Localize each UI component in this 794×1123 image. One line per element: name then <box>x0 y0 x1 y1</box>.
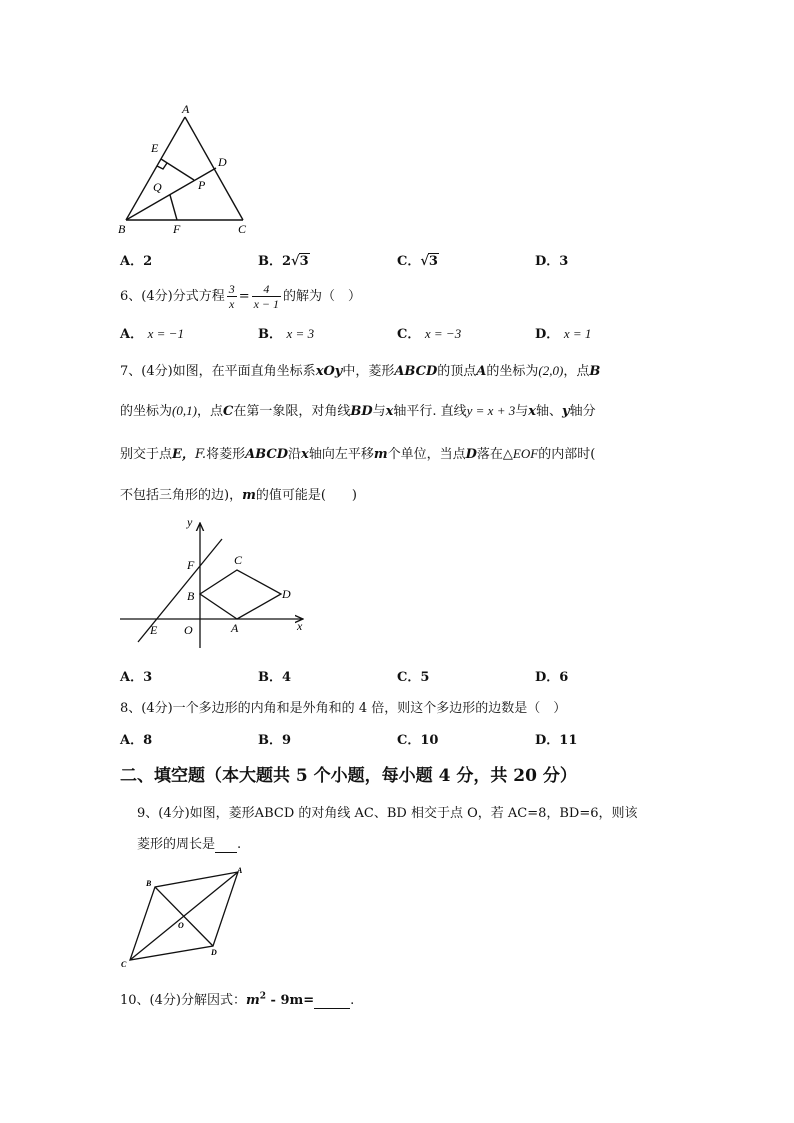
label-a: A <box>231 621 239 635</box>
q7-stem-line4: 不包括三角形的边)，m的值可能是( ) <box>120 488 357 503</box>
q8-option-a[interactable]: A．8 <box>120 733 153 748</box>
q10-stem: 10、(4分)分解因式：$m^2 - 9m=$ . <box>120 991 355 1008</box>
q7-option-a[interactable]: A．3 <box>120 670 153 685</box>
q5-option-d[interactable]: D．3 <box>535 254 569 269</box>
axis-label-x: x <box>297 619 303 633</box>
q9-answer-blank[interactable] <box>215 837 237 853</box>
label-d: D <box>218 155 227 169</box>
q8-option-c[interactable]: C．10 <box>397 733 439 748</box>
q8-option-b[interactable]: B．9 <box>258 733 292 748</box>
triangle-figure <box>112 100 262 240</box>
axis-label-y: y <box>187 515 193 529</box>
label-a: A <box>237 866 243 875</box>
q7-stem-line3: 别交于点E，F.将菱形ABCD沿x轴向左平移m个单位，当点D落在△EOF的内部时( <box>120 446 596 462</box>
label-e: E <box>151 141 159 155</box>
q6-fraction-2: $\frac{4}{x - 1}$ <box>253 282 280 311</box>
segment-ep <box>161 159 194 180</box>
label-p: P <box>198 178 206 192</box>
q9-stem-line2: 菱形的周长是 . <box>137 837 242 852</box>
segment-bd <box>126 168 216 220</box>
q6-option-b[interactable]: B． x = 3 <box>258 326 315 342</box>
q6-fraction-1: $\frac{3}{x}$ <box>228 282 235 311</box>
q6-stem: 6、(4分)分式方程 $\frac{3}{x}$ = $\frac{4}{x - 1}$ 的解为（ ） <box>120 282 362 311</box>
label-a: A <box>182 102 190 116</box>
q7-option-c[interactable]: C．5 <box>397 670 430 685</box>
q6-option-c[interactable]: C． x = −3 <box>397 326 462 342</box>
label-d: D <box>282 587 291 601</box>
label-c: C <box>234 553 243 567</box>
label-o: O <box>184 623 193 637</box>
q5-option-b[interactable]: B．2√3 <box>258 254 309 269</box>
q8-stem: 8、(4分)一个多边形的内角和是外角和的 4 倍，则这个多边形的边数是（ ） <box>120 701 567 716</box>
label-c: C <box>121 960 127 969</box>
label-b: B <box>146 879 152 888</box>
diagonal-bd <box>155 887 213 946</box>
label-c: C <box>238 222 247 236</box>
label-f: F <box>187 558 195 572</box>
q5-option-a[interactable]: A．2 <box>120 254 153 269</box>
q5-option-c[interactable]: C．√3 <box>397 254 438 269</box>
segment-qf <box>170 195 177 220</box>
label-b: B <box>187 589 195 603</box>
q9-stem-line1: 9、(4分)如图，菱形ABCD 的对角线 AC、BD 相交于点 O，若 AC=8，BD=6，则该 <box>137 806 638 821</box>
label-b: B <box>118 222 126 236</box>
q7-option-d[interactable]: D．6 <box>535 670 569 685</box>
q9-rhombus-figure <box>118 862 250 970</box>
q7-coordinate-figure <box>115 512 315 654</box>
q10-answer-blank[interactable] <box>314 993 350 1009</box>
label-o: O <box>178 921 184 930</box>
section-heading: 二、填空题（本大题共 5 个小题，每小题 4 分，共 20 分） <box>120 766 577 786</box>
label-f: F <box>173 222 181 236</box>
q7-option-b[interactable]: B．4 <box>258 670 292 685</box>
label-e: E <box>150 623 158 637</box>
q7-stem-line2: 的坐标为(0,1)，点C在第一象限，对角线BD与x轴平行. 直线y = x + 3与x轴、y轴分 <box>120 403 596 419</box>
q6-option-a[interactable]: A． x = −1 <box>120 326 184 342</box>
rhombus-abcd <box>200 570 281 619</box>
q7-stem-line1: 7、(4分)如图，在平面直角坐标系xOy中，菱形ABCD的顶点A的坐标为(2,0)，点B <box>120 363 601 379</box>
label-q: Q <box>153 180 162 194</box>
label-d: D <box>211 948 217 957</box>
q6-option-d[interactable]: D． x = 1 <box>535 326 592 342</box>
q8-option-d[interactable]: D．11 <box>535 733 578 748</box>
